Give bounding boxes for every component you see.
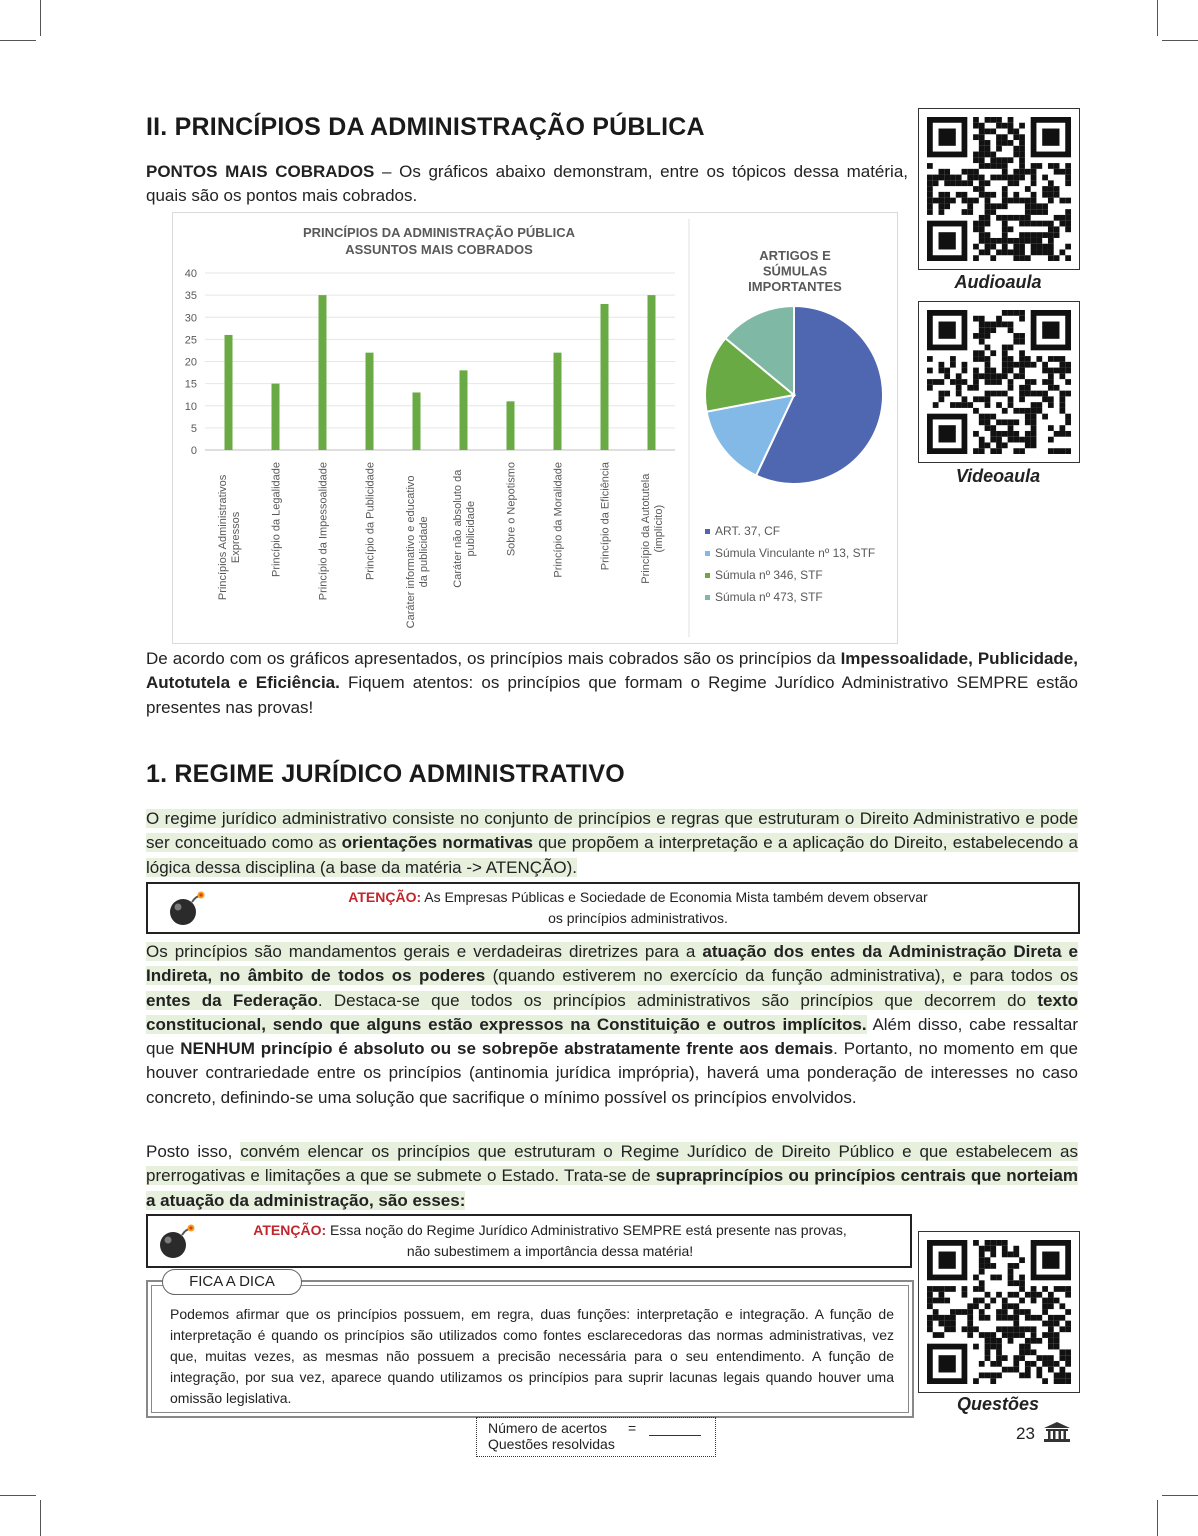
- legend-label: Súmula nº 473, STF: [715, 590, 823, 604]
- x-tick-label: [553, 462, 565, 578]
- para3-text-b: convém elencar os princípios que estruturam o Regime Jurídico de Direito Público e que estabelecem as prerrogativas e limitações a que se submete o Estado. Trata-se de: [146, 1142, 1078, 1186]
- x-tick-label: [452, 469, 477, 588]
- tip-title: FICA A DICA: [162, 1269, 302, 1295]
- bar-chart-title: PRINCÍPIOS DA ADMINISTRAÇÃO PÚBLICA: [302, 225, 576, 240]
- para2-text-g: Além disso, cabe ressaltar que: [146, 1014, 1078, 1059]
- bar: [648, 295, 656, 450]
- video-qr-label: Videoaula: [955, 466, 1041, 486]
- section-title: II. PRINCÍPIOS DA ADMINISTRAÇÃO PÚBLICA: [146, 113, 705, 141]
- bar: [366, 353, 374, 450]
- tip-text: Podemos afirmar que os princípios possuem, em regra, duas funções: interpretação e integração. A função de interpretação é quando os princípios são utilizados como fontes esclarecedoras das normas administrativas, vez que, muitas vezes, as mesmas não possuem a precisão necessária para o seu entendimento. A função de integração, por sua vez, aparece quando utilizamos os princípios para suprir lacunas legais quando houver uma omissão legislativa.: [170, 1306, 894, 1406]
- questions-qr-code[interactable]: [918, 1231, 1080, 1393]
- questions-qr-label: Questões: [956, 1394, 1040, 1414]
- x-tick-line: da publicidade: [418, 516, 430, 588]
- legend-label: Súmula nº 346, STF: [715, 568, 823, 582]
- video-qr-code[interactable]: [918, 301, 1080, 463]
- regime-paragraph-2: [146, 940, 1078, 1110]
- bar: [460, 370, 468, 450]
- para3-bold: supraprincípios ou princípios centrais que norteiam a atuação da administração, são esses:: [146, 1166, 1078, 1210]
- bar: [272, 384, 280, 450]
- y-tick-label: 30: [184, 312, 197, 325]
- subsection-title: 1. REGIME JURÍDICO ADMINISTRATIVO: [146, 760, 625, 788]
- qr-code-icon: [927, 1240, 1071, 1384]
- score-denominator: Questões resolvidas: [488, 1436, 615, 1452]
- score-answer-line[interactable]: [649, 1435, 701, 1436]
- y-tick-label: 40: [184, 268, 197, 280]
- legend-swatch: [705, 529, 710, 534]
- conclusion-text-1: De acordo com os gráficos apresentados, os princípios mais cobrados são os princípios da: [146, 649, 841, 668]
- pie-chart: [705, 248, 883, 604]
- bar: [507, 401, 515, 450]
- attention-2-label: ATENÇÃO:: [253, 1222, 327, 1238]
- x-tick-label: [217, 474, 242, 600]
- para2-text-i: . Portanto, no momento em que houver contrariedade entre os princípios (antinomia jurídica imprópria), haverá uma ponderação de interesses no caso concreto, definindo-se uma solução que sacrifique o mínimo possível os princípios envolvidos.: [146, 1039, 1078, 1107]
- x-tick-line: Caráter não absoluto da: [452, 469, 464, 588]
- para2-text-e: . Destaca-se que todos os princípios administrativos são princípios que decorrem do: [317, 990, 1038, 1010]
- legend-label: ART. 37, CF: [715, 524, 781, 538]
- qr-code-icon: [927, 310, 1071, 454]
- conclusion-text-2: Fiquem atentos: os princípios que formam o Regime Jurídico Administrativo SEMPRE estão presentes nas provas!: [146, 673, 1078, 717]
- y-tick-label: 5: [190, 422, 197, 435]
- regime-paragraph-1: [146, 807, 1078, 880]
- y-tick-label: 0: [190, 445, 197, 457]
- y-tick-label: 25: [184, 334, 197, 347]
- x-tick-line: Princípio da Moralidade: [552, 462, 565, 578]
- charts-panel: [172, 212, 898, 644]
- pie-chart-title: IMPORTANTES: [748, 279, 842, 294]
- pie-chart-title: SÚMULAS: [762, 263, 828, 279]
- x-tick-line: publicidade: [465, 500, 477, 557]
- x-tick-line: Caráter informativo e educativo: [405, 475, 417, 629]
- bar: [601, 304, 609, 450]
- y-tick-label: 20: [184, 356, 197, 369]
- attention-2-line-2: não subestimem a importância dessa matéria!: [406, 1243, 694, 1259]
- bar: [225, 335, 233, 450]
- score-box: [476, 1417, 716, 1457]
- x-tick-line: Princípios Administrativos: [217, 474, 229, 601]
- intro-paragraph: [146, 160, 908, 209]
- library-icon: [1042, 1421, 1072, 1443]
- para2-bold-3: texto constitucional, sendo que alguns estão expressos na Constituição e outros implícitos.: [146, 990, 1078, 1034]
- x-tick-line: Expressos: [230, 511, 242, 564]
- x-tick-label: [600, 461, 612, 570]
- para3-text-a: Posto isso,: [146, 1142, 241, 1161]
- para2-text-a: Os princípios são mandamentos gerais e verdadeiras diretrizes para a: [146, 942, 703, 961]
- x-tick-line: Princípio da Impessoalidade: [317, 462, 330, 601]
- para1-text-c: que propõem a interpretação e a aplicação do Direito, estabelecendo a lógica dessa disciplina (a base da matéria -> ATENÇÃO).: [146, 833, 1078, 877]
- bar: [319, 295, 327, 450]
- x-tick-line: Princípio da Eficiência: [599, 462, 612, 571]
- y-tick-label: 15: [184, 378, 197, 391]
- score-numerator: Número de acertos: [488, 1420, 608, 1436]
- para1-bold: orientações normativas: [341, 833, 534, 853]
- para2-bold-4: NENHUM princípio é absoluto ou se sobrepõe abstratamente frente aos demais: [180, 1039, 834, 1059]
- x-tick-label: [271, 462, 283, 577]
- bomb-icon: [166, 888, 206, 928]
- para1-text-a: O regime jurídico administrativo consiste no conjunto de princípios e regras que estruturam o Direito Administrativo e pode ser conceituado como as: [146, 809, 1078, 853]
- conclusion-bold: Impessoalidade, Publicidade, Autotutela e Eficiência.: [146, 649, 1078, 693]
- legend-swatch: [705, 595, 710, 600]
- x-tick-label: [640, 473, 665, 584]
- page-number: 23: [1016, 1424, 1035, 1443]
- tip-box: [146, 1273, 914, 1418]
- bar: [413, 392, 421, 450]
- x-tick-label: [365, 462, 377, 580]
- bomb-icon: [156, 1221, 196, 1261]
- bar-chart: [185, 225, 675, 628]
- y-tick-label: 10: [184, 400, 197, 413]
- attention-1-line-2: os princípios administrativos.: [548, 910, 728, 926]
- regime-paragraph-3: [146, 1140, 1078, 1213]
- score-equals: =: [628, 1420, 637, 1436]
- para2-bold-1: atuação dos entes da Administração Direta e Indireta, no âmbito de todos os poderes: [146, 942, 1079, 986]
- intro-lead: PONTOS MAIS COBRADOS: [146, 162, 375, 181]
- intro-text: – Os gráficos abaixo demonstram, entre os tópicos dessa matéria, quais são os pontos mais cobrados.: [146, 162, 909, 206]
- x-tick-label: [318, 462, 330, 600]
- chart-conclusion: [146, 647, 1078, 720]
- bar-chart-subtitle: ASSUNTOS MAIS COBRADOS: [345, 242, 533, 257]
- x-tick-line: Sobre o Nepotismo: [505, 462, 518, 557]
- x-tick-line: (implícito): [653, 504, 665, 553]
- audio-qr-label: Audioaula: [954, 272, 1042, 292]
- x-tick-label: [405, 475, 430, 628]
- x-tick-label: [506, 462, 518, 556]
- charts-svg: [173, 213, 897, 643]
- legend-swatch: [705, 573, 710, 578]
- x-tick-line: Princípio da Publicidade: [364, 462, 377, 581]
- attention-box-2: [146, 1214, 912, 1268]
- audio-qr-code[interactable]: [918, 108, 1080, 270]
- qr-code-icon: [927, 117, 1071, 261]
- pie-chart-title: ARTIGOS E: [759, 248, 831, 263]
- x-tick-line: Princípio da Legalidade: [270, 462, 283, 577]
- bar: [554, 353, 562, 450]
- para2-text-c: (quando estiverem no exercício da função administrativa), e para todos os: [485, 966, 1078, 986]
- attention-2-line-1: Essa noção do Regime Jurídico Administrativo SEMPRE está presente nas provas,: [326, 1222, 847, 1238]
- y-tick-label: 35: [184, 290, 197, 303]
- attention-1-line-1: As Empresas Públicas e Sociedade de Economia Mista também devem observar: [421, 889, 928, 905]
- legend-label: Súmula Vinculante nº 13, STF: [715, 546, 876, 560]
- para2-bold-2: entes da Federação: [146, 990, 318, 1010]
- x-tick-line: Princípio da Autotutela: [640, 473, 652, 584]
- attention-1-label: ATENÇÃO:: [348, 889, 422, 905]
- legend-swatch: [705, 551, 710, 556]
- attention-box-1: [146, 882, 1080, 934]
